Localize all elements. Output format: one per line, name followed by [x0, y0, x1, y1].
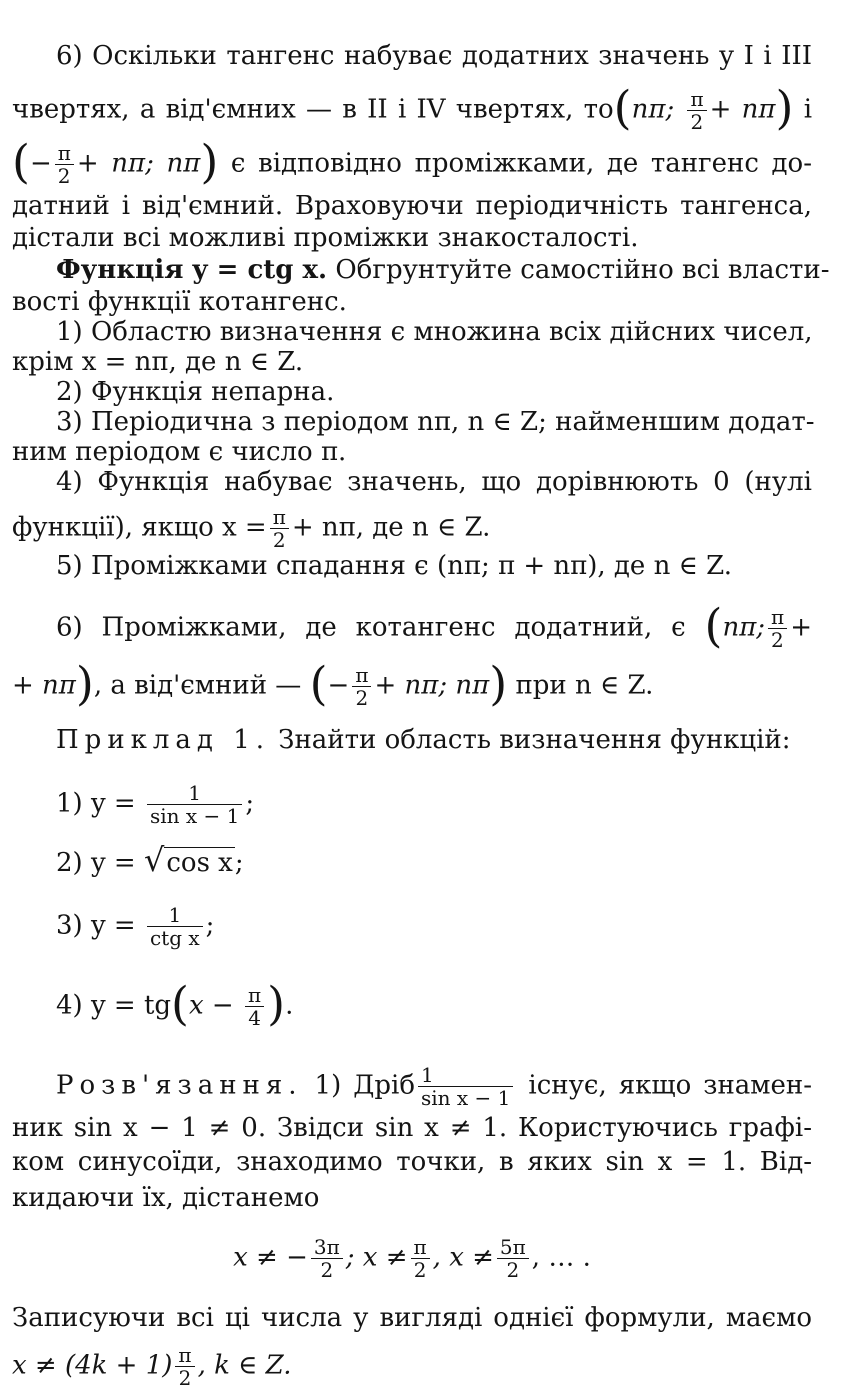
text-line: 2) Функція непарна.	[56, 377, 335, 407]
text-span: , … .	[531, 1242, 591, 1273]
fraction	[175, 1344, 194, 1389]
text-line	[12, 134, 812, 189]
text-span: Знайти область визначення функцій:	[270, 725, 791, 755]
text-line: вості функції котангенс.	[12, 287, 347, 317]
paren: (	[613, 80, 632, 135]
fraction-numerator: π	[57, 141, 71, 165]
paren: )	[267, 976, 286, 1031]
fraction	[411, 1236, 430, 1281]
text-span: ;	[205, 910, 215, 941]
fraction-numerator: 1	[188, 781, 202, 805]
fraction-denominator: 2	[768, 628, 787, 651]
text-line: крім x = nπ, де n ∈ Z.	[12, 347, 304, 377]
formula-2	[56, 841, 812, 879]
paren: )	[200, 134, 219, 189]
text-line: 1) Областю визначення є множина всіх дійсних чисел,	[56, 317, 813, 347]
fraction-numerator: 1	[421, 1063, 434, 1087]
fraction	[497, 1236, 529, 1281]
math-span: + nπ	[709, 94, 776, 125]
math-span: , x ≠	[432, 1242, 494, 1273]
fraction-numerator: π	[771, 605, 785, 629]
example-heading	[56, 724, 812, 756]
fraction	[687, 88, 706, 133]
text-line	[12, 656, 812, 711]
math-span: + nπ; nπ	[374, 670, 490, 701]
fraction-denominator: 2	[55, 164, 74, 187]
text-line	[56, 598, 812, 653]
fraction-denominator: 2	[311, 1258, 343, 1281]
text-span: функції), якщо x =	[12, 512, 267, 543]
fraction-denominator: 2	[175, 1366, 194, 1389]
fraction	[245, 984, 264, 1029]
text-line: ник sin x − 1 ≠ 0. Звідси sin x ≠ 1. Користуючись графі-	[12, 1113, 812, 1143]
fraction	[55, 142, 74, 187]
paren: (	[12, 134, 30, 189]
text-line: дістали всі можливі проміжки знакосталості.	[12, 223, 639, 253]
sqrt-argument: cos x	[166, 848, 233, 878]
fraction-denominator: 2	[497, 1258, 529, 1281]
text-span: і	[803, 94, 813, 125]
text-span: при n ∈ Z.	[515, 670, 654, 701]
text-line: 5) Проміжками спадання є (nπ; π + nπ), де n ∈ Z.	[56, 551, 732, 581]
math-span: x −	[189, 990, 234, 1021]
fraction-denominator: sin x − 1	[147, 804, 242, 827]
fraction-denominator: 2	[411, 1258, 430, 1281]
text-line: ком синусоїди, знаходимо точки, в яких sin x = 1. Від-	[12, 1147, 812, 1177]
text-line: ним періодом є число π.	[12, 437, 347, 467]
fraction-numerator: π	[247, 983, 262, 1007]
fraction	[147, 904, 203, 949]
math-span: +	[790, 612, 812, 643]
text-line: 4) Функція набуває значень, що дорівнюють 0 (нулі	[56, 467, 812, 497]
sqrt-sign: √	[143, 841, 165, 879]
text-span: є відповідно проміжками, де тангенс до-	[230, 148, 812, 179]
text-line: кидаючи їх, дістанемо	[12, 1183, 320, 1213]
fraction	[270, 506, 289, 551]
fraction-numerator: 5π	[499, 1235, 526, 1259]
paren: )	[775, 80, 794, 135]
formula-final	[12, 1344, 812, 1389]
fraction-numerator: π	[178, 1343, 192, 1367]
text-span: 2) y =	[56, 848, 136, 878]
text-line	[12, 506, 812, 551]
text-span: чвертях, а від'ємних — в II і IV чвертях, то	[12, 94, 614, 125]
math-span: , k ∈ Z.	[197, 1350, 292, 1381]
math-span: nπ;	[722, 612, 766, 643]
formula-3	[56, 904, 812, 949]
fraction-numerator: 1	[168, 903, 182, 927]
fraction-numerator: π	[272, 505, 286, 529]
fraction	[418, 1064, 513, 1109]
fraction-denominator: 2	[270, 528, 289, 551]
text-span: 3) y =	[56, 910, 136, 941]
text-span: ;	[245, 788, 255, 819]
text-span: 1) Дріб	[302, 1070, 416, 1101]
text-line	[56, 254, 830, 286]
fraction-numerator: π	[355, 663, 369, 687]
fraction-numerator: π	[690, 87, 704, 111]
fraction-denominator: sin x − 1	[418, 1086, 513, 1109]
text-span: Обгрунтуйте самостійно всі власти-	[327, 255, 830, 285]
math-span: −	[29, 148, 52, 179]
math-span: x ≠ (4k + 1)	[12, 1350, 173, 1381]
fraction	[352, 664, 371, 709]
text-span: , а від'ємний —	[93, 670, 302, 701]
math-span: x ≠ −	[233, 1242, 308, 1273]
fraction-numerator: 3π	[313, 1235, 340, 1259]
fraction	[768, 606, 787, 651]
text-span: 6) Проміжками, де котангенс додатний, є	[56, 612, 686, 643]
fraction-denominator: 4	[245, 1006, 264, 1029]
text-span: 1) y =	[56, 788, 136, 819]
fraction-denominator: ctg x	[147, 926, 203, 949]
formula-1	[56, 782, 812, 827]
math-span: + nπ; nπ	[76, 148, 201, 179]
fraction-denominator: 2	[352, 686, 371, 709]
math-span: + nπ	[12, 670, 76, 701]
text-span: .	[285, 990, 294, 1021]
paren: (	[171, 976, 189, 1031]
fraction-numerator: π	[413, 1235, 427, 1259]
fraction-denominator: 2	[687, 110, 706, 133]
paren: (	[704, 598, 723, 653]
text-line: датний і від'ємний. Враховуючи періодичність тангенса,	[12, 191, 812, 221]
paren: (	[309, 656, 328, 711]
math-span: −	[327, 670, 350, 701]
text-span: ;	[234, 848, 244, 878]
text-span: існує, якщо знамен-	[528, 1070, 813, 1101]
math-span: nπ;	[631, 94, 675, 125]
text-span: 4) y = tg	[56, 990, 172, 1021]
fraction	[311, 1236, 343, 1281]
math-span: ; x ≠	[345, 1242, 408, 1273]
paren: )	[489, 656, 508, 711]
text-span: + nπ, де n ∈ Z.	[291, 512, 491, 543]
fraction	[147, 782, 242, 827]
text-line: 6) Оскільки тангенс набуває додатних значень у I і III	[56, 41, 812, 71]
formula-4	[56, 976, 812, 1031]
solution-label: Розв'язання.	[56, 1070, 303, 1101]
text-line: Записуючи всі ці числа у вигляді однієї формули, маємо	[12, 1303, 812, 1333]
paren: )	[75, 656, 94, 711]
bold-heading: Функція y = ctg x.	[56, 255, 328, 285]
text-line	[56, 1064, 812, 1109]
text-line: 3) Періодична з періодом nπ, n ∈ Z; найменшим додат-	[56, 407, 815, 437]
formula-centered	[12, 1236, 812, 1281]
text-line	[12, 80, 813, 135]
example-label: Приклад 1.	[56, 725, 270, 755]
